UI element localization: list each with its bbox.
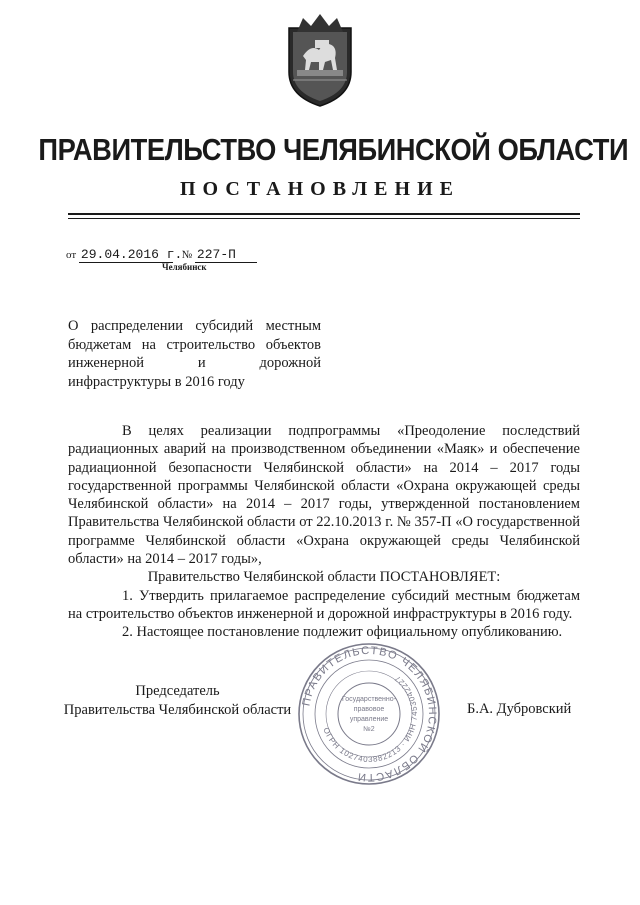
signatory-position xyxy=(50,682,305,720)
position-line-1: Председатель xyxy=(135,683,220,699)
number-label: № xyxy=(181,249,193,261)
stamp-inner-line-1: Государственно- xyxy=(341,696,397,703)
official-seal-stamp xyxy=(296,641,442,787)
header-rule-thin xyxy=(68,218,580,219)
resolves-line: Правительство Челябинской области ПОСТАНОВЛЯЕТ: xyxy=(147,569,501,586)
stamp-inner-line-2: правовое xyxy=(353,706,385,713)
header-rule-thick xyxy=(68,213,580,215)
document-type: ПОСТАНОВЛЕНИЕ xyxy=(180,178,460,200)
preamble: В целях реализации подпрограммы «Преодоление последствий радиационных аварий на производственном объединении «Маяк» и обеспечение радиационной безопасности Челябинской области» на 2014 – 2017 годы государственной программы Челябинской области «Охрана окружающей среды Челябинской области» на 2014 – 2017 годы, утвержденной постановлением Правительства Челябинской области от 22.10.2013 г. № 357-П «О государственной программе Челябинской области «Охрана окружающей среды Челябинской области» на 2014 – 2017 годы», xyxy=(68,423,580,568)
document-body xyxy=(68,422,580,642)
stamp-inner-line-4: №2 xyxy=(363,726,375,733)
stamp-outer-text: ПРАВИТЕЛЬСТВО ЧЕЛЯБИНСКОЙ ОБЛАСТИ xyxy=(300,644,439,784)
document-date: 29.04.2016 г. xyxy=(80,247,183,262)
document-date-number xyxy=(66,247,257,263)
document-number: 227-П xyxy=(195,247,257,263)
stamp-inner-line-3: управление xyxy=(349,716,389,723)
chelyabinsk-coat-of-arms-icon xyxy=(281,10,359,110)
stamp-codes: ОГРН 1027403882213 · ИНН 7453042227 xyxy=(321,673,420,765)
position-line-2: Правительства Челябинской области xyxy=(63,702,292,718)
from-label: от xyxy=(66,249,77,261)
item-1: 1. Утвердить прилагаемое распределение субсидий местным бюджетам на строительство объектов инженерной и дорожной инфраструктуры в 2016 году. xyxy=(68,587,580,622)
item-2: 2. Настоящее постановление подлежит официальному опубликованию. xyxy=(122,624,563,641)
document-subject: О распределении субсидий местным бюджетам на строительство объектов инженерной и дорожной инфраструктуры в 2016 году xyxy=(68,318,321,390)
government-title: ПРАВИТЕЛЬСТВО ЧЕЛЯБИНСКОЙ ОБЛАСТИ xyxy=(38,132,629,167)
signatory-name: Б.А. Дубровский xyxy=(467,701,572,717)
city: Челябинск xyxy=(162,262,207,272)
